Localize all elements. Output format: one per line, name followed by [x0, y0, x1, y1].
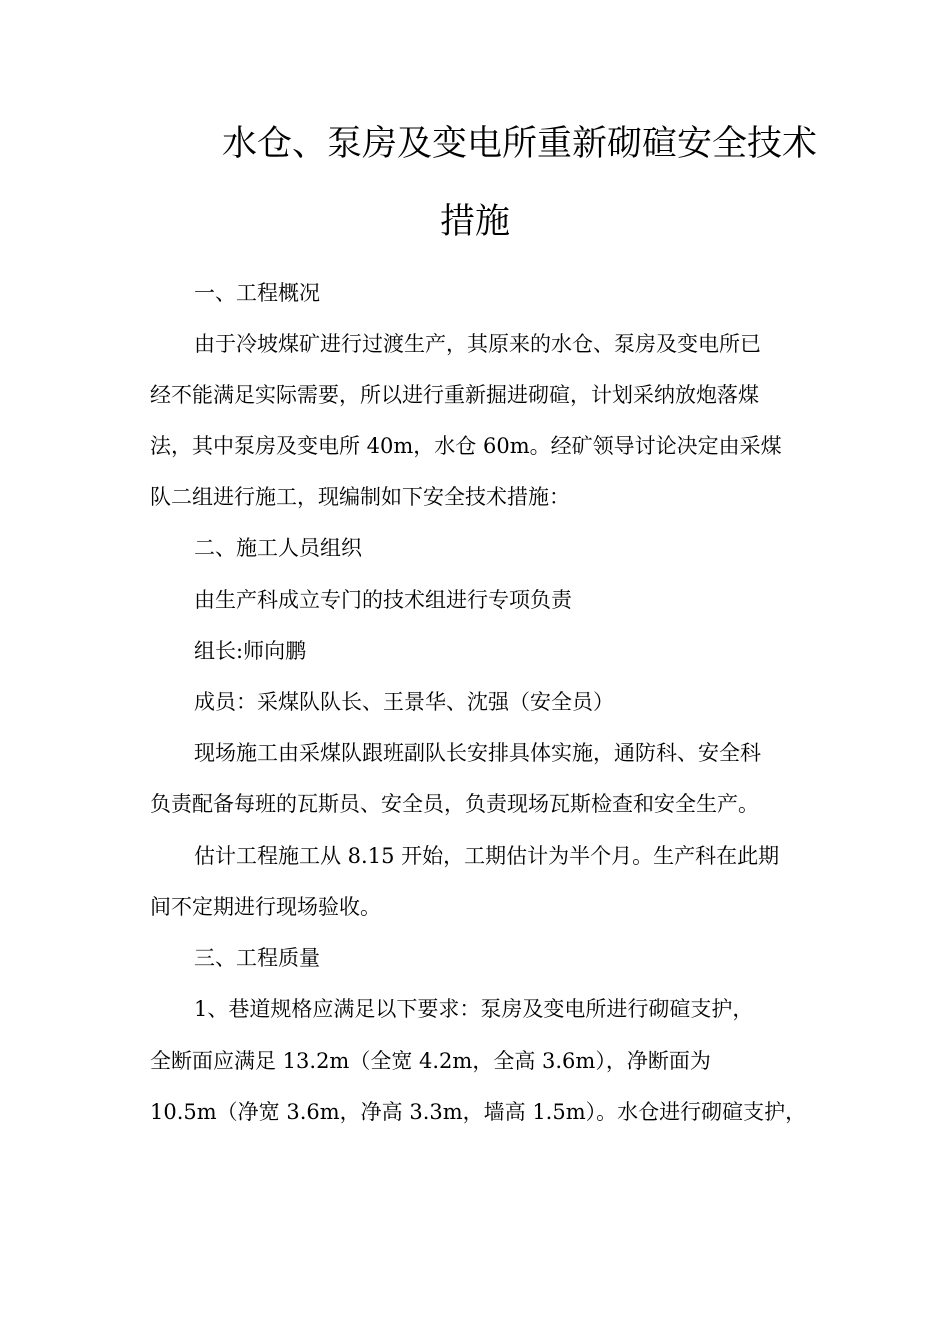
paragraph-line: 经不能满足实际需要，所以进行重新掘进砌碹，计划采纳放炮落煤	[150, 383, 759, 407]
paragraph-line: 由于冷坡煤矿进行过渡生产，其原来的水仓、泵房及变电所已	[194, 332, 761, 356]
paragraph-line: 间不定期进行现场验收。	[150, 895, 381, 919]
paragraph-line: 10.5m（净宽 3.6m，净高 3.3m，墙高 1.5m）。水仓进行砌碹支护，	[150, 1100, 807, 1124]
document-title-line-1: 水仓、泵房及变电所重新砌碹安全技术	[222, 124, 818, 164]
paragraph-line: 负责配备每班的瓦斯员、安全员，负责现场瓦斯检查和安全生产。	[150, 792, 759, 816]
document-title-line-2: 措施	[440, 202, 511, 242]
paragraph-line: 1、巷道规格应满足以下要求：泵房及变电所进行砌碹支护，	[194, 997, 754, 1021]
section-heading-personnel: 二、施工人员组织	[194, 536, 362, 560]
paragraph-line: 由生产科成立专门的技术组进行专项负责	[194, 588, 572, 612]
paragraph-line: 全断面应满足 13.2m（全宽 4.2m，全高 3.6m），净断面为	[150, 1049, 711, 1073]
team-members-line: 成员：采煤队队长、王景华、沈强（安全员）	[194, 690, 614, 714]
section-heading-overview: 一、工程概况	[194, 281, 320, 305]
paragraph-line: 估计工程施工从 8.15 开始，工期估计为半个月。生产科在此期	[194, 844, 780, 868]
paragraph-line: 现场施工由采煤队跟班副队长安排具体实施，通防科、安全科	[194, 741, 761, 765]
section-heading-quality: 三、工程质量	[194, 946, 320, 970]
paragraph-line: 法，其中泵房及变电所 40m，水仓 60m。经矿领导讨论决定由采煤	[150, 434, 782, 458]
team-leader-line: 组长:师向鹏	[194, 639, 307, 663]
paragraph-line: 队二组进行施工，现编制如下安全技术措施：	[150, 485, 570, 509]
